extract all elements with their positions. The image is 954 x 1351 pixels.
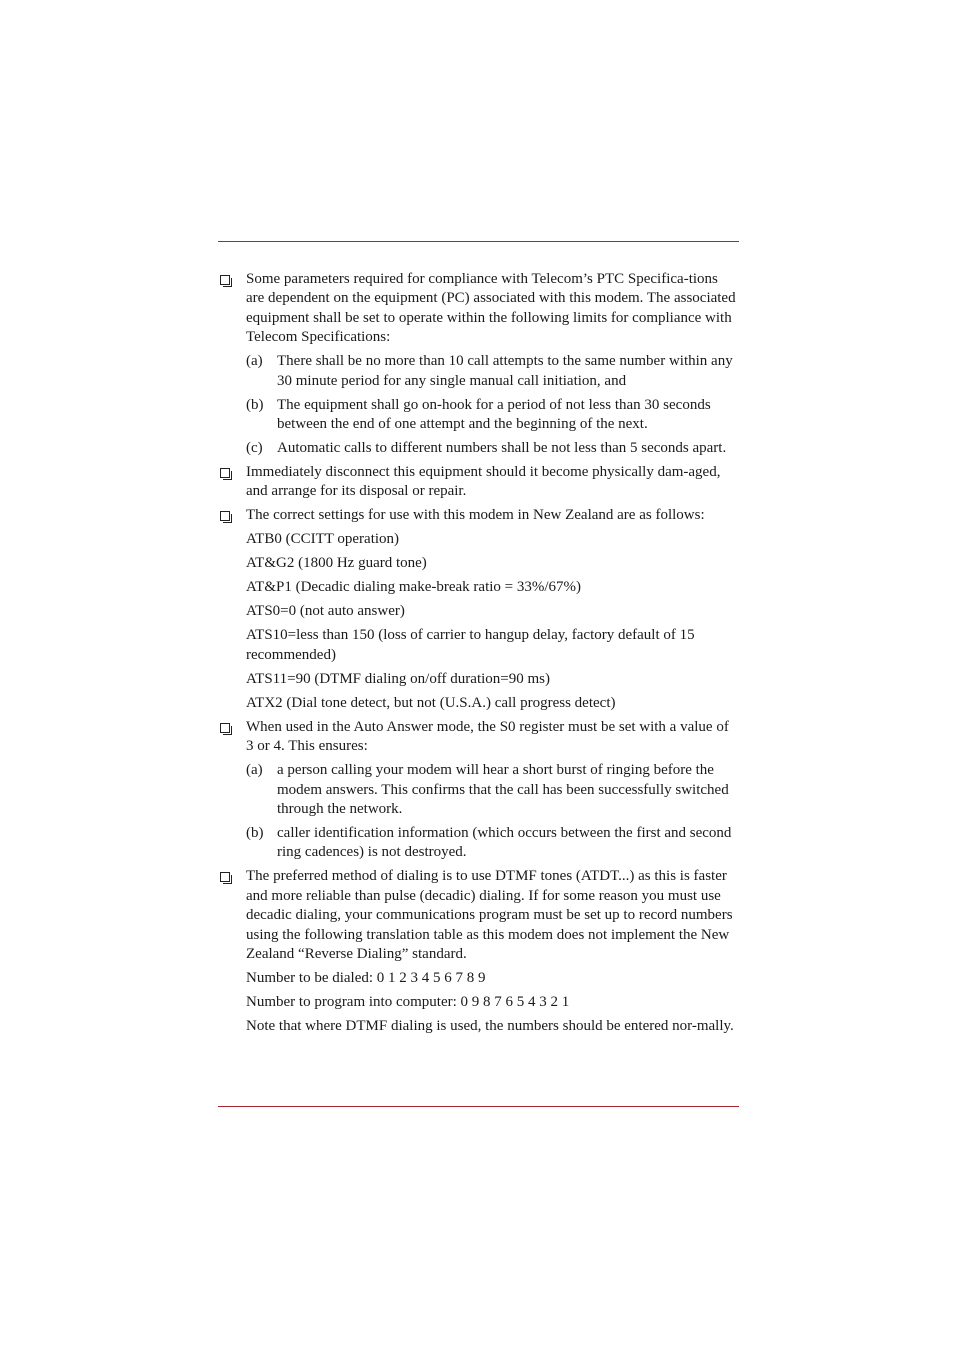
sub-item-label: (a) <box>246 353 263 370</box>
bullet-text: Immediately disconnect this equipment should it become physically dam-aged, and arrange for its disposal or repair. <box>246 464 721 500</box>
sub-item <box>246 352 739 391</box>
bullet-text: When used in the Auto Answer mode, the S0 register must be set with a value of 3 or 4. This ensures: <box>246 718 729 755</box>
footer-rule <box>218 1106 739 1107</box>
sub-item-label: (b) <box>246 396 264 413</box>
bullet-item <box>218 270 739 458</box>
setting-line: AT&P1 (Decadic dialing make-break ratio = 33%/67%) <box>246 579 582 596</box>
setting-line: ATS11=90 (DTMF dialing on/off duration=90 ms) <box>246 670 550 687</box>
dialing-line: Number to be dialed: 0 1 2 3 4 5 6 7 8 9 <box>246 970 486 987</box>
setting-line: ATS0=0 (not auto answer) <box>246 603 405 620</box>
bullet-item <box>218 718 739 863</box>
page-body <box>218 270 739 1041</box>
sub-item <box>246 396 739 435</box>
bullet-item <box>218 867 739 964</box>
bullet-text: The correct settings for use with this modem in New Zealand are as follows: <box>246 507 705 524</box>
checkbox-bullet-icon <box>220 723 230 733</box>
note-text: Note that where DTMF dialing is used, the numbers should be entered nor-mally. <box>246 1018 734 1035</box>
sub-item-label: (a) <box>246 762 263 779</box>
setting-line: AT&G2 (1800 Hz guard tone) <box>246 555 427 572</box>
sub-item-text: The equipment shall go on-hook for a period of not less than 30 seconds between the end of one attempt and the beginning of the next. <box>277 396 711 433</box>
sub-item-text: There shall be no more than 10 call attempts to the same number within any 30 minute period for any single manual call initiation, and <box>277 353 733 389</box>
sub-item-label: (b) <box>246 825 264 842</box>
sub-item <box>246 761 739 819</box>
checkbox-bullet-icon <box>220 275 230 285</box>
setting-line: ATB0 (CCITT operation) <box>246 531 400 548</box>
setting-line: ATS10=less than 150 (loss of carrier to hangup delay, factory default of 15 recommended) <box>246 627 695 663</box>
sub-item-label: (c) <box>246 440 263 457</box>
checkbox-bullet-icon <box>220 872 230 882</box>
bullet-item <box>218 506 739 525</box>
setting-line: ATX2 (Dial tone detect, but not (U.S.A.) call progress detect) <box>246 694 616 711</box>
dialing-line: Number to program into computer: 0 9 8 7 6 5 4 3 2 1 <box>246 994 570 1011</box>
checkbox-bullet-icon <box>220 511 230 521</box>
header-rule <box>218 241 739 242</box>
sub-item <box>246 824 739 863</box>
bullet-item <box>218 463 739 502</box>
sub-item-text: Automatic calls to different numbers shall be not less than 5 seconds apart. <box>277 440 727 457</box>
sub-item <box>246 439 739 458</box>
bullet-text: The preferred method of dialing is to use DTMF tones (ATDT...) as this is faster and more reliable than pulse (decadic) dialing. If for some reason you must use decadic dialing, your communications program must be set up to record numbers using the following translation table as this modem does not implement the New Zealand “Reverse Dialing” standard. <box>246 868 733 963</box>
sub-item-text: caller identification information (which occurs between the first and second ring cadences) is not destroyed. <box>277 825 732 861</box>
bullet-text: Some parameters required for compliance with Telecom’s PTC Specifica-tions are dependent on the equipment (PC) associated with this modem. The associated equipment shall be set to operate within the following limits for compliance with Telecom Specifications: <box>246 271 736 346</box>
checkbox-bullet-icon <box>220 468 230 478</box>
sub-item-text: a person calling your modem will hear a short burst of ringing before the modem answers. This confirms that the call has been successfully switched through the network. <box>277 762 729 818</box>
